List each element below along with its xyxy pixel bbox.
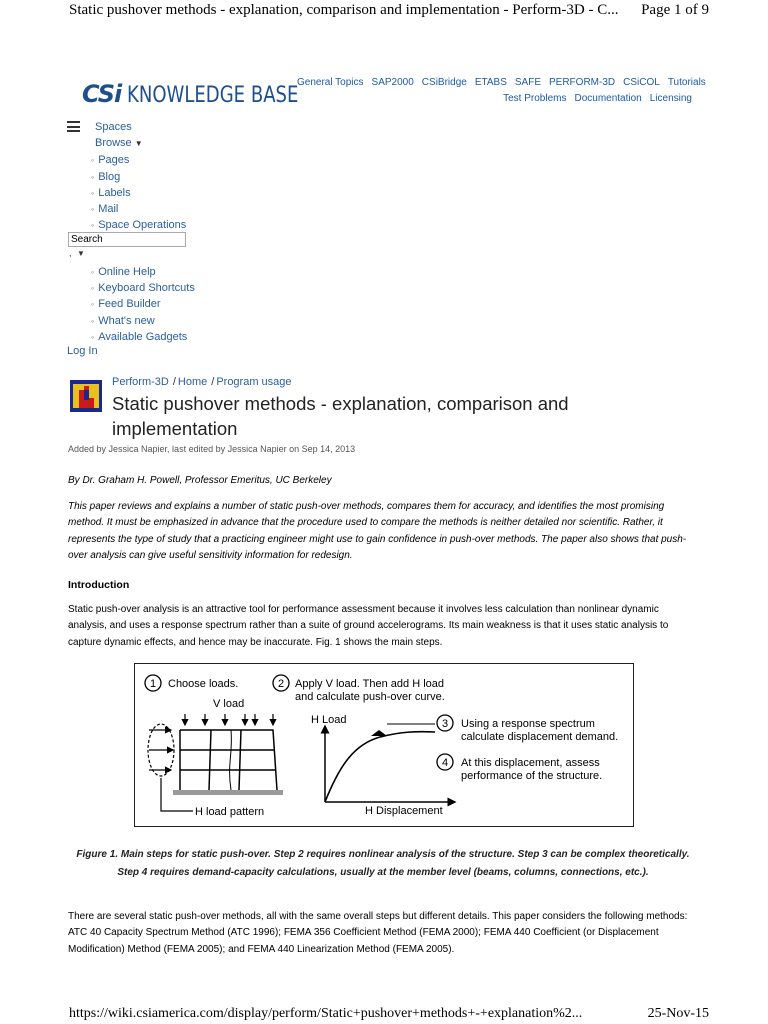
step-4-line-1: At this displacement, assess bbox=[461, 757, 600, 769]
menu-item-blog[interactable]: ◦ Blog bbox=[95, 169, 186, 185]
menu-item-feed-builder[interactable]: ◦ Feed Builder bbox=[95, 296, 195, 312]
breadcrumb-program-usage[interactable]: Program usage bbox=[216, 376, 292, 388]
space-menu bbox=[95, 119, 186, 233]
nav-tutorials[interactable]: Tutorials bbox=[667, 77, 706, 88]
step-4-line-2: performance of the structure. bbox=[461, 770, 603, 782]
caret-down-icon: ▼ bbox=[134, 139, 143, 149]
menu-item-keyboard-shortcuts[interactable]: ◦ Keyboard Shortcuts bbox=[95, 280, 195, 296]
perform-3d-logo-icon bbox=[70, 380, 102, 412]
menu-icon[interactable] bbox=[67, 121, 80, 132]
tick-mark-icon: , bbox=[69, 248, 72, 258]
h-load-pattern-label: H load pattern bbox=[195, 806, 265, 818]
menu-item-online-help[interactable]: ◦ Online Help bbox=[95, 264, 195, 280]
step-4 bbox=[437, 754, 602, 782]
print-header bbox=[69, 2, 709, 19]
page-metadata: Added by Jessica Napier, last edited by Jessica Napier on Sep 14, 2013 bbox=[68, 444, 356, 454]
help-menu bbox=[95, 264, 195, 345]
top-nav-row-2 bbox=[297, 91, 692, 107]
nav-documentation[interactable]: Documentation bbox=[574, 93, 642, 104]
top-nav-row-1 bbox=[297, 75, 706, 91]
print-header-title: Static pushover methods - explanation, comparison and implementation - Perform-3D - C... bbox=[69, 2, 619, 18]
step-4-number: 4 bbox=[441, 757, 449, 769]
methods-paragraph: There are several static push-over methods, all with the same overall steps but different details. This paper considers the following methods: ATC 40 Capacity Spectrum Method (ATC 1996); FEMA 356 Coefficient Method (FEMA 2000); FEMA 440 Coefficient (or Displacement Modification) Method (FEMA 2005); and FEMA 440 Linearization Method (FEMA 2005). bbox=[68, 911, 688, 955]
pushover-curve-axes bbox=[325, 726, 455, 802]
nav-general-topics[interactable]: General Topics bbox=[297, 77, 364, 88]
login-link[interactable]: Log In bbox=[67, 345, 98, 357]
x-axis-label: H Displacement bbox=[365, 805, 443, 817]
step-3-number: 3 bbox=[441, 718, 449, 730]
introduction-paragraph: Static push-over analysis is an attractive tool for performance assessment because it involves less calculation than nonlinear dynamic analysis, and uses a response spectrum rather than a suite of ground accelerograms. Its main weakness is that it uses static analysis to capture dynamic effects, and hence may be inaccurate. Fig. 1 shows the main steps. bbox=[68, 604, 669, 648]
nav-perform-3d[interactable]: PERFORM-3D bbox=[549, 77, 616, 88]
introduction-heading: Introduction bbox=[68, 579, 130, 591]
nav-licensing[interactable]: Licensing bbox=[649, 93, 692, 104]
step-2-line-1: Apply V load. Then add H load bbox=[295, 678, 445, 690]
abstract-paragraph: This paper reviews and explains a number of static push-over methods, compares them for accuracy, and identifies the most promising method. It must be emphasized in advance that the procedure used to compare the methods is neither detailed nor scientific. Rather, it represents the type of study that a practicing engineer might use to gain confidence in push-over methods. The paper also shows that push-over analysis can give useful sensitivity information for redesign. bbox=[68, 501, 687, 561]
menu-item-pages[interactable]: ◦ Pages bbox=[95, 152, 186, 168]
step-1 bbox=[145, 675, 244, 710]
h-load-pattern bbox=[148, 724, 193, 811]
figure-1-caption: Figure 1. Main steps for static push-over. Step 2 requires nonlinear analysis of the structure. Step 3 can be complex theoretically. Step 4 requires demand-capacity calculations, usually at the member level (beams, columns, connections, etc.). bbox=[76, 849, 690, 878]
breadcrumb-home[interactable]: Home bbox=[177, 376, 208, 388]
y-axis-label: H Load bbox=[311, 714, 347, 726]
figure-1-diagram bbox=[134, 663, 634, 827]
menu-item-available-gadgets[interactable]: ◦ Available Gadgets bbox=[95, 329, 195, 345]
caret-down-icon: ▼ bbox=[77, 249, 85, 258]
page-title: Static pushover methods - explanation, comparison and implementation bbox=[112, 393, 569, 439]
ground-icon bbox=[173, 790, 283, 795]
browse-label: Browse bbox=[95, 137, 132, 150]
knowledge-base-title: KNOWLEDGE BASE bbox=[127, 83, 299, 108]
v-load-label: V load bbox=[213, 698, 245, 710]
step-2-line-2: and calculate push-over curve. bbox=[295, 691, 445, 703]
nav-test-problems[interactable]: Test Problems bbox=[503, 93, 567, 104]
building-frame bbox=[180, 730, 277, 790]
step-3-line-1: Using a response spectrum bbox=[461, 718, 595, 730]
step-3-line-2: calculate displacement demand. bbox=[461, 731, 619, 743]
step-3 bbox=[437, 715, 618, 743]
browse-menu[interactable] bbox=[95, 135, 186, 152]
nav-csibridge[interactable]: CSiBridge bbox=[421, 77, 467, 88]
search-input[interactable] bbox=[68, 232, 186, 247]
breadcrumb: Perform-3D / Home / Program usage bbox=[112, 376, 292, 388]
demand-marker-icon bbox=[371, 730, 387, 736]
print-header-page: Page 1 of 9 bbox=[641, 2, 709, 18]
nav-csicol[interactable]: CSiCOL bbox=[623, 77, 660, 88]
menu-item-labels[interactable]: ◦ Labels bbox=[95, 185, 186, 201]
v-load-arrows bbox=[185, 714, 273, 725]
menu-item-whats-new[interactable]: ◦ What's new bbox=[95, 313, 195, 329]
step-1-number: 1 bbox=[149, 678, 157, 690]
top-navigation bbox=[297, 75, 706, 107]
nav-etabs[interactable]: ETABS bbox=[474, 77, 507, 88]
menu-item-space-operations[interactable]: ◦ Space Operations bbox=[95, 217, 186, 233]
step-1-label: Choose loads. bbox=[168, 678, 239, 690]
breadcrumb-perform-3d[interactable]: Perform-3D bbox=[112, 376, 169, 388]
spaces-link[interactable]: Spaces bbox=[95, 121, 132, 133]
author-byline: By Dr. Graham H. Powell, Professor Emeritus, UC Berkeley bbox=[68, 475, 332, 486]
step-2-number: 2 bbox=[277, 678, 285, 690]
nav-sap2000[interactable]: SAP2000 bbox=[371, 77, 414, 88]
step-2 bbox=[273, 675, 445, 703]
menu-item-mail[interactable]: ◦ Mail bbox=[95, 201, 186, 217]
print-footer bbox=[69, 1006, 709, 1022]
csi-logo-mark: CSi bbox=[82, 80, 122, 108]
help-menu-toggle[interactable] bbox=[69, 248, 85, 258]
nav-safe[interactable]: SAFE bbox=[514, 77, 541, 88]
print-footer-url: https://wiki.csiamerica.com/display/perform/Static+pushover+methods+-+explanation%2... bbox=[69, 1006, 583, 1021]
print-footer-date: 25-Nov-15 bbox=[647, 1006, 709, 1021]
